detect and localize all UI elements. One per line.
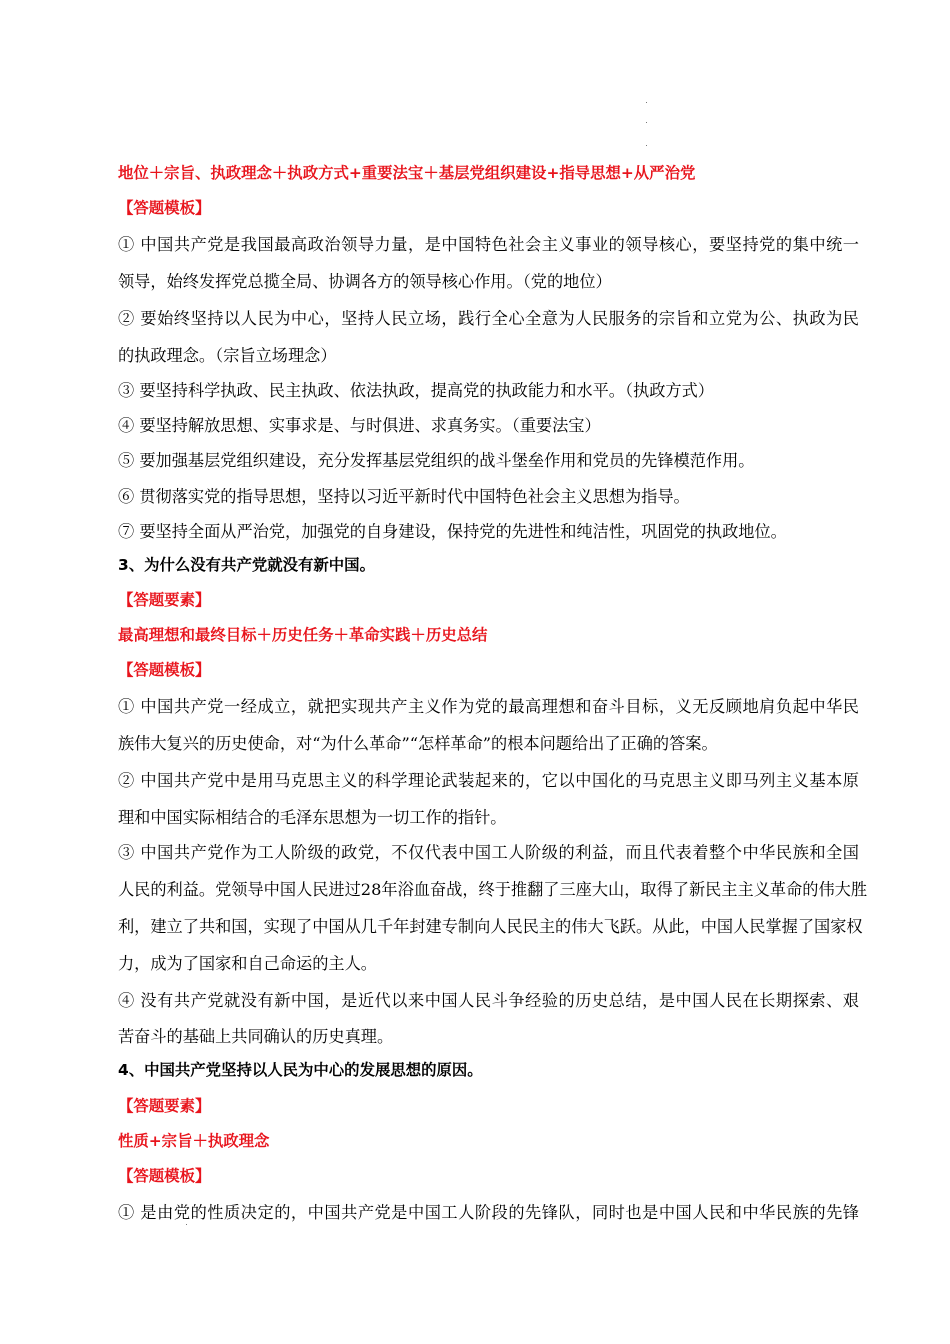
elements-label: 【答题要素】 bbox=[118, 591, 211, 609]
artifact-dot bbox=[646, 102, 647, 103]
template-label: 【答题模板】 bbox=[118, 1167, 211, 1185]
paragraph-line: ⑦ 要坚持全面从严治党，加强党的自身建设，保持党的先进性和纯洁性，巩固党的执政地位。 bbox=[118, 522, 787, 541]
artifact-dot bbox=[186, 1224, 187, 1225]
paragraph-line: 理和中国实际相结合的毛泽东思想为一切工作的指针。 bbox=[118, 808, 507, 827]
paragraph-line: ④ 要坚持解放思想、实事求是、与时俱进、求真务实。（重要法宝） bbox=[118, 416, 601, 435]
question-heading: 4、中国共产党坚持以人民为中心的发展思想的原因。 bbox=[118, 1061, 483, 1079]
paragraph-line: 的执政理念。（宗旨立场理念） bbox=[118, 346, 337, 365]
paragraph-line: 人民的利益。党领导中国人民进过28年浴血奋战，终于推翻了三座大山，取得了新民主主义革命的伟大胜 bbox=[118, 880, 868, 899]
section-elements: 地位＋宗旨、执政理念＋执政方式+重要法宝＋基层党组织建设+指导思想+从严治党 bbox=[118, 164, 696, 182]
artifact-dot bbox=[646, 145, 647, 146]
question-heading: 3、为什么没有共产党就没有新中国。 bbox=[118, 556, 375, 574]
paragraph-line: 领导，始终发挥党总揽全局、协调各方的领导核心作用。（党的地位） bbox=[118, 272, 612, 291]
paragraph-line: 利，建立了共和国，实现了中国从几千年封建专制向人民民主的伟大飞跃。从此，中国人民掌握了国家权 bbox=[118, 917, 863, 936]
paragraph-line: 力，成为了国家和自己命运的主人。 bbox=[118, 954, 377, 973]
paragraph-line: ① 是由党的性质决定的，中国共产党是中国工人阶段的先锋队，同时也是中国人民和中华民族的先锋 bbox=[118, 1203, 859, 1222]
paragraph-line: 苦奋斗的基础上共同确认的历史真理。 bbox=[118, 1027, 394, 1046]
template-label: 【答题模板】 bbox=[118, 199, 211, 217]
paragraph-line: ① 中国共产党一经成立，就把实现共产主义作为党的最高理想和奋斗目标，义无反顾地肩负起中华民 bbox=[118, 697, 859, 716]
elements-label: 【答题要素】 bbox=[118, 1097, 211, 1115]
paragraph-line: ③ 中国共产党作为工人阶级的政党，不仅代表中国工人阶级的利益，而且代表着整个中华民族和全国 bbox=[118, 843, 859, 862]
paragraph-line: ⑤ 要加强基层党组织建设，充分发挥基层党组织的战斗堡垒作用和党员的先锋模范作用。 bbox=[118, 451, 755, 470]
paragraph-line: 族伟大复兴的历史使命，对“为什么革命”“怎样革命”的根本问题给出了正确的答案。 bbox=[118, 734, 718, 753]
section-elements: 最高理想和最终目标＋历史任务＋革命实践＋历史总结 bbox=[118, 626, 488, 644]
paragraph-line: ① 中国共产党是我国最高政治领导力量，是中国特色社会主义事业的领导核心，要坚持党的集中统一 bbox=[118, 235, 859, 254]
template-label: 【答题模板】 bbox=[118, 661, 211, 679]
paragraph-line: ③ 要坚持科学执政、民主执政、依法执政，提高党的执政能力和水平。（执政方式） bbox=[118, 381, 714, 400]
paragraph-line: ④ 没有共产党就没有新中国，是近代以来中国人民斗争经验的历史总结，是中国人民在长期探索、艰 bbox=[118, 991, 859, 1010]
paragraph-line: ② 要始终坚持以人民为中心，坚持人民立场，践行全心全意为人民服务的宗旨和立党为公、执政为民 bbox=[118, 309, 859, 328]
paragraph-line: ② 中国共产党中是用马克思主义的科学理论武装起来的，它以中国化的马克思主义即马列主义基本原 bbox=[118, 771, 859, 790]
paragraph-line: ⑥ 贯彻落实党的指导思想，坚持以习近平新时代中国特色社会主义思想为指导。 bbox=[118, 487, 690, 506]
section-elements: 性质+宗旨＋执政理念 bbox=[118, 1132, 270, 1150]
artifact-dot bbox=[646, 122, 647, 123]
